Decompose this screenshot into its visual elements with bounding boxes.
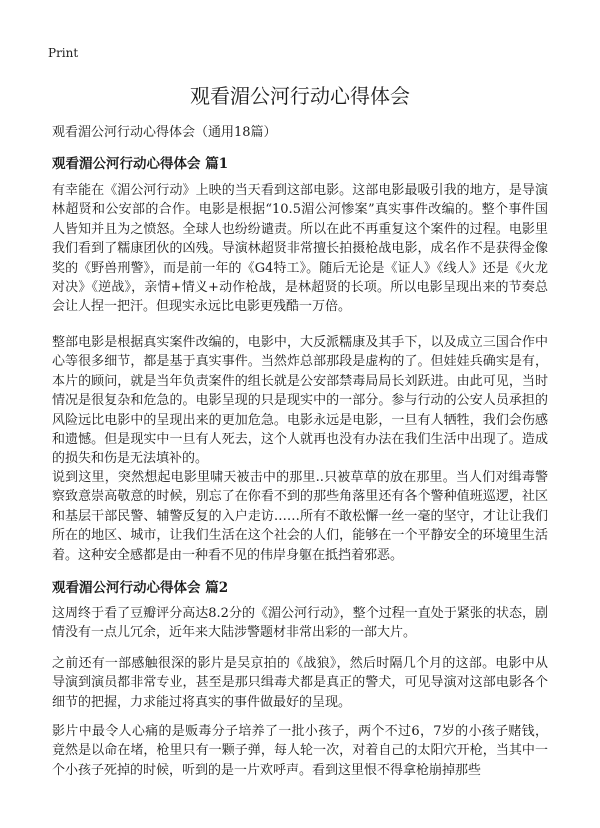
section-heading: 观看湄公河行动心得体会 篇2 xyxy=(52,580,229,596)
document-title: 观看湄公河行动心得体会 xyxy=(190,84,410,108)
section-heading: 观看湄公河行动心得体会 篇1 xyxy=(52,156,229,172)
document-subtitle: 观看湄公河行动心得体会（通用18篇） xyxy=(52,125,277,140)
paragraph: 整部电影是根据真实案件改编的，电影中，大反派糯康及其手下，以及成立三国合作中心等很多细节，都是基于真实事件。当然炸总部那段是虚构的了。但娃娃兵确实是有，本片的顾问，就是当年负责案件的组长就是公安部禁毒局局长刘跃进。由此可见，当时情况是很复杂和危急的。电影呈现的只是现实中的一部分。参与行动的公安人员承担的风险远比电影中的呈现出来的更加危急。电影永远是电影，一旦有人牺牲，我们会伤感和遗憾。但是现实中一旦有人死去，这个人就再也没有办法在我们生活中出现了。造成的损失和伤是无法填补的。 xyxy=(52,335,548,467)
paragraph: 说到这里，突然想起电影里啸天被击中的那里..只被草草的放在那里。当人们对缉毒警察致意崇高敬意的时候，别忘了在你看不到的那些角落里还有各个警种值班巡逻，社区和基层干部民警、辅警反复的入户走访……所有不敢松懈一丝一毫的坚守，才让让我们所在的地区、城市，让我们生活在这个社会的人们，能够在一个平静安全的环境里生活着。这种安全感都是由一种看不见的伟岸身躯在抵挡着邪恶。 xyxy=(52,470,548,563)
paragraph: 有幸能在《湄公河行动》上映的当天看到这部电影。这部电影最吸引我的地方，是导演林超贤和公安部的合作。电影是根据“10.5湄公河惨案”真实事件改编的。整个事件国人皆知并且为之愤怒。全球人也纷纷谴责。所以在此不再重复这个案件的过程。电影里我们看到了糯康团伙的凶残。导演林超贤非常擅长拍摄枪战电影，成名作不是获得金像奖的《野兽刑警》，而是前一年的《G4特工》。随后无论是《证人》《线人》还是《火龙对决》《逆战》，亲情+情义+动作枪战，是林超贤的长项。所以电影呈现出来的节奏总会让人捏一把汗。但现实永远比电影更残酷一万倍。 xyxy=(52,183,548,315)
paragraph: 之前还有一部感触很深的影片是吴京拍的《战狼》，然后时隔几个月的这部。电影中从导演到演员都非常专业，甚至是那只缉毒犬都是真正的警犬，可见导演对这部电影各个细节的把握，力求能过将真实的事件做最好的呈现。 xyxy=(52,656,548,710)
paragraph: 影片中最令人心痛的是贩毒分子培养了一批小孩子，两个不过6，7岁的小孩子赌钱，竟然是以命在堵，枪里只有一颗子弹，每人轮一次，对着自己的太阳穴开枪，当其中一个小孩子死掉的时候，听到的是一片欢呼声。看到这里恨不得拿枪崩掉那些 xyxy=(52,724,548,778)
paragraph: 这周终于看了豆瓣评分高达8.2分的《湄公河行动》，整个过程一直处于紧张的状态，剧情没有一点儿冗余，近年来大陆涉警题材非常出彩的一部大片。 xyxy=(52,606,548,641)
print-link[interactable]: Print xyxy=(48,46,79,60)
